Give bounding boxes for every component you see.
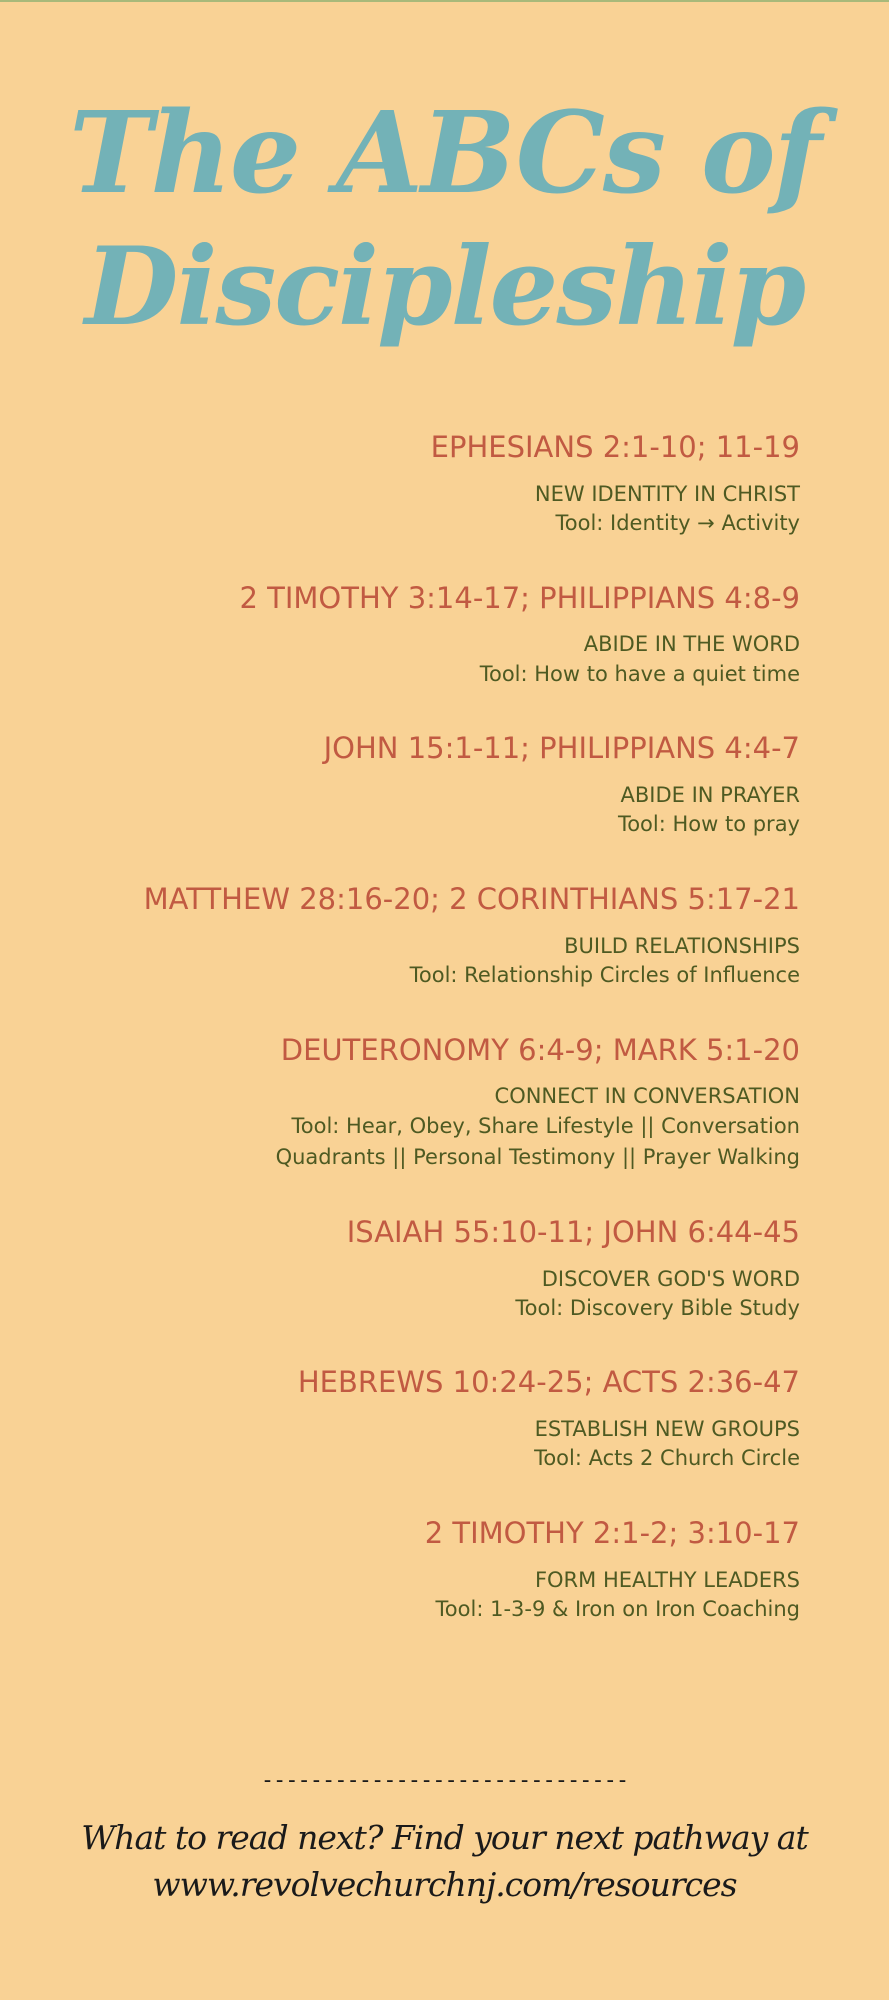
scripture-reference: EPHESIANS 2:1-10; 11-19	[430, 430, 800, 464]
section-establish-groups	[80, 1365, 800, 1475]
section-tool: Tool: 1-3-9 & Iron on Iron Coaching	[435, 1597, 800, 1622]
footer-prompt: What to read next? Find your next pathway at	[81, 1818, 808, 1857]
footer-link[interactable]: www.revolvechurchnj.com/resources	[152, 1864, 737, 1904]
section-topic: BUILD RELATIONSHIPS	[564, 933, 800, 958]
scripture-reference: ISAIAH 55:10-11; JOHN 6:44-45	[346, 1214, 800, 1249]
top-border-line	[0, 0, 889, 2]
section-topic: DISCOVER GOD'S WORD	[541, 1266, 800, 1291]
section-topic: CONNECT IN CONVERSATION	[494, 1084, 800, 1109]
section-topic: FORM HEALTHY LEADERS	[534, 1567, 800, 1592]
scripture-reference: HEBREWS 10:24-25; ACTS 2:36-47	[297, 1365, 800, 1400]
section-form-leaders	[80, 1516, 800, 1626]
section-tool: Tool: Acts 2 Church Circle	[534, 1446, 800, 1471]
footer-divider: ------------------------------	[260, 1768, 629, 1793]
scripture-reference: 2 TIMOTHY 2:1-2; 3:10-17	[424, 1515, 800, 1550]
section-connect-conversation	[80, 1033, 800, 1174]
scripture-reference: MATTHEW 28:16-20; 2 CORINTHIANS 5:17-21	[143, 881, 800, 916]
title-line-1: The ABCs of	[69, 88, 820, 219]
section-topic: ESTABLISH NEW GROUPS	[534, 1417, 800, 1442]
discipleship-sections	[80, 430, 800, 1667]
section-tool: Tool: Discovery Bible Study	[515, 1295, 800, 1320]
section-tool: Tool: Relationship Circles of Influence	[409, 963, 800, 988]
scripture-reference: 2 TIMOTHY 3:14-17; PHILIPPIANS 4:8-9	[239, 580, 800, 615]
section-tool: Tool: How to pray	[617, 812, 800, 837]
section-topic: NEW IDENTITY IN CHRIST	[534, 481, 800, 506]
title-line-2: Discipleship	[84, 223, 805, 350]
section-new-identity	[80, 430, 800, 540]
section-abide-prayer	[80, 731, 800, 841]
section-tool: Tool: How to have a quiet time	[479, 661, 800, 686]
section-build-relationships	[80, 882, 800, 992]
section-tool: Tool: Hear, Obey, Share Lifestyle || Conversation Quadrants || Personal Testimony || Prayer Walking	[275, 1113, 800, 1170]
section-abide-word	[80, 581, 800, 691]
page-title	[0, 88, 889, 350]
scripture-reference: JOHN 15:1-11; PHILIPPIANS 4:4-7	[323, 731, 800, 766]
section-topic: ABIDE IN PRAYER	[620, 783, 800, 808]
footer-message	[0, 1815, 889, 1909]
section-discover-word	[80, 1215, 800, 1325]
section-topic: ABIDE IN THE WORD	[583, 632, 800, 657]
section-tool: Tool: Identity → Activity	[555, 511, 800, 536]
scripture-reference: DEUTERONOMY 6:4-9; MARK 5:1-20	[280, 1032, 800, 1067]
